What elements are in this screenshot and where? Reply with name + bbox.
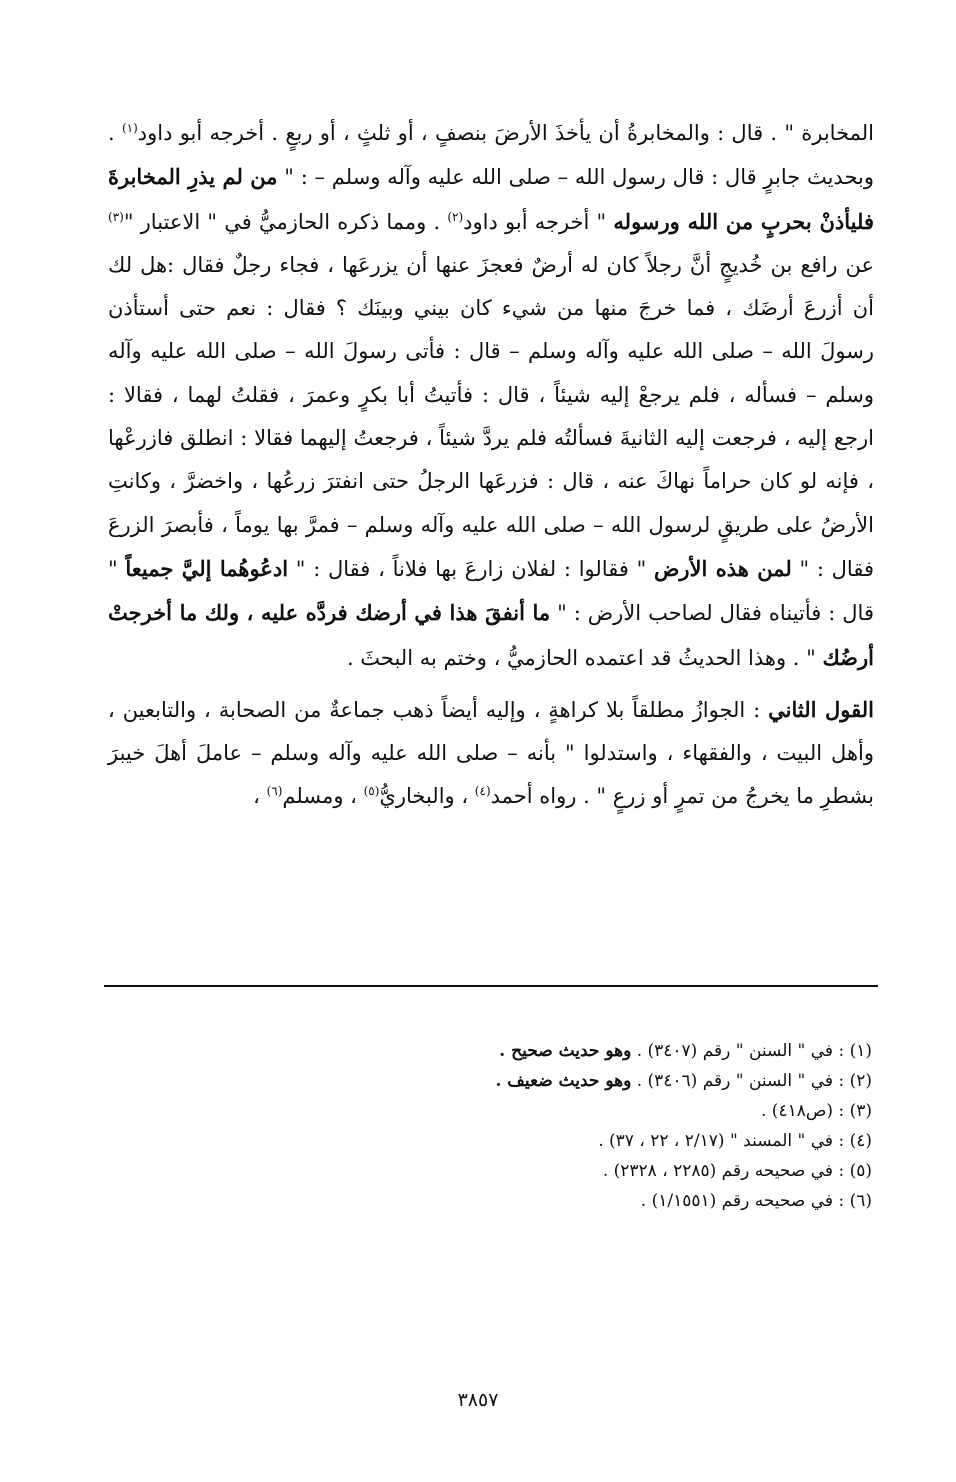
paragraph-1 — [108, 112, 874, 680]
footnote-6 — [108, 1186, 874, 1216]
footnote-4 — [108, 1126, 874, 1156]
footnote-ref: (٣) — [108, 209, 124, 224]
footnote-text: (٥) : في صحيحه رقم (٢٢٨٥ ، ٢٣٢٨) . — [602, 1161, 872, 1181]
footnote-ref: (٦) — [266, 784, 283, 799]
footnote-text: (١) : في " السنن " رقم (٣٤٠٧) . — [631, 1041, 872, 1061]
paragraph-2 — [108, 688, 874, 819]
footnote-ref: (٤) — [474, 784, 491, 799]
footnote-ref: (٥) — [363, 784, 380, 799]
hadith-quote: ما أنفقَ هذا في أرضك فردَّه عليه ، ولك ما أخرجتْ أرضُك — [108, 600, 874, 670]
footnote-text: (٦) : في صحيحه رقم (١/١٥٥١) . — [640, 1191, 872, 1211]
page-number: ٣٨٥٧ — [457, 1389, 499, 1411]
text-segment: " فقالوا : لفلان زارعَ بها فلاناً ، فقال : " — [288, 556, 654, 581]
text-segment: ، والبخاريُّ — [379, 784, 475, 809]
text-segment: " أخرجه أبو داود — [463, 209, 614, 234]
footnotes — [108, 1036, 874, 1216]
footnote-5 — [108, 1156, 874, 1186]
text-segment: عن رافع بن خُديجٍ أنَّ رجلاً كان له أرضٌ فعجزَ عنها أن يزرعَها ، فجاء رجلٌ فقال :هل لك أن أزرعَ أرضَك ، فما خرجَ منها من شيء كان بيني وبينَك ؟ فقال : نعم حتى أستأذن رسولَ الله – صلى الله عليه وآله وسلم – قال : فأتى رسولَ الله – صلى الله عليه وآله وسلم – فسأله ، فلم يرجعْ إليه شيئاً ، قال : فأتيتُ أبا بكرٍ وعمرَ ، فقلتُ لهما ، فقالا : ارجع إليه ، فرجعت إليه الثانيةَ فسألتُه فلم يردَّ شيئاً ، فرجعتُ إليهما فقالا : انطلق فازرعْها ، فإنه لو كان حراماً نهاكَ عنه ، قال : فزرعَها الرجلُ حتى انفترَ زرعُها ، واخضرَّ ، وكانتِ الأرضُ على طريقٍ لرسول الله – صلى الله عليه وآله وسلم – فمرَّ بها يوماً ، فأبصرَ الزرعَ فقال : " — [108, 252, 874, 581]
footnote-grade: وهو حديث ضعيف . — [495, 1071, 632, 1091]
text-segment: : الجوازُ مطلقاً بلا كراهةٍ ، وإليه أيضاً ذهب جماعةٌ من الصحابة ، والتابعين ، وأهل البيت ، والفقهاء ، واستدلوا " بأنه – صلى الله عليه وآله وسلم – عاملَ أهلَ خيبرَ بشطرِ ما يخرجُ من تمرٍ أو زرعٍ " . رواه أحمد — [108, 697, 874, 809]
text-segment: " قال : فأتيناه فقال لصاحب الأرض : " — [108, 556, 874, 626]
text-segment: . وبحديث جابرٍ قال : قال رسول الله – صلى الله عليه وآله وسلم – : " — [108, 121, 874, 190]
section-heading: القول الثاني — [768, 696, 875, 722]
hadith-quote: لمن هذه الأرض — [654, 555, 792, 581]
text-segment: المخابرة " . قال : والمخابرةُ أن يأخذَ الأرضَ بنصفٍ ، أو ثلثٍ ، أو ربعٍ . أخرجه أبو داود — [137, 121, 874, 145]
footnote-text: (٤) : في " المسند " (٢/١٧ ، ٢٢ ، ٣٧) . — [598, 1131, 872, 1151]
text-segment: ، ومسلم — [282, 784, 364, 809]
footnote-2 — [108, 1066, 874, 1096]
footnote-text: (٣) : (ص٤١٨) . — [761, 1101, 872, 1121]
footnote-ref: (١) — [121, 121, 138, 135]
hadith-quote: ادعُوهُما إليَّ جميعاً — [125, 555, 289, 581]
main-text — [108, 112, 874, 819]
hadith-quote: من لم يذرِ المخابرةَ فليأذنْ بحربٍ من الله ورسوله — [108, 164, 874, 234]
text-segment: " . وهذا الحديثُ قد اعتمده الحازميُّ ، وختم به البحثَ . — [346, 645, 823, 670]
footnote-text: (٢) : في " السنن " رقم (٣٤٠٦) . — [631, 1071, 872, 1091]
text-segment: . ومما ذكره الحازميُّ في " الاعتبار " — [123, 209, 448, 234]
footnote-grade: وهو حديث صحيح . — [499, 1041, 632, 1061]
footnote-1 — [108, 1036, 874, 1066]
footnote-3 — [108, 1096, 874, 1126]
text-segment: ، — [253, 784, 267, 809]
footnote-divider — [104, 985, 878, 987]
footnote-ref: (٢) — [447, 209, 464, 224]
